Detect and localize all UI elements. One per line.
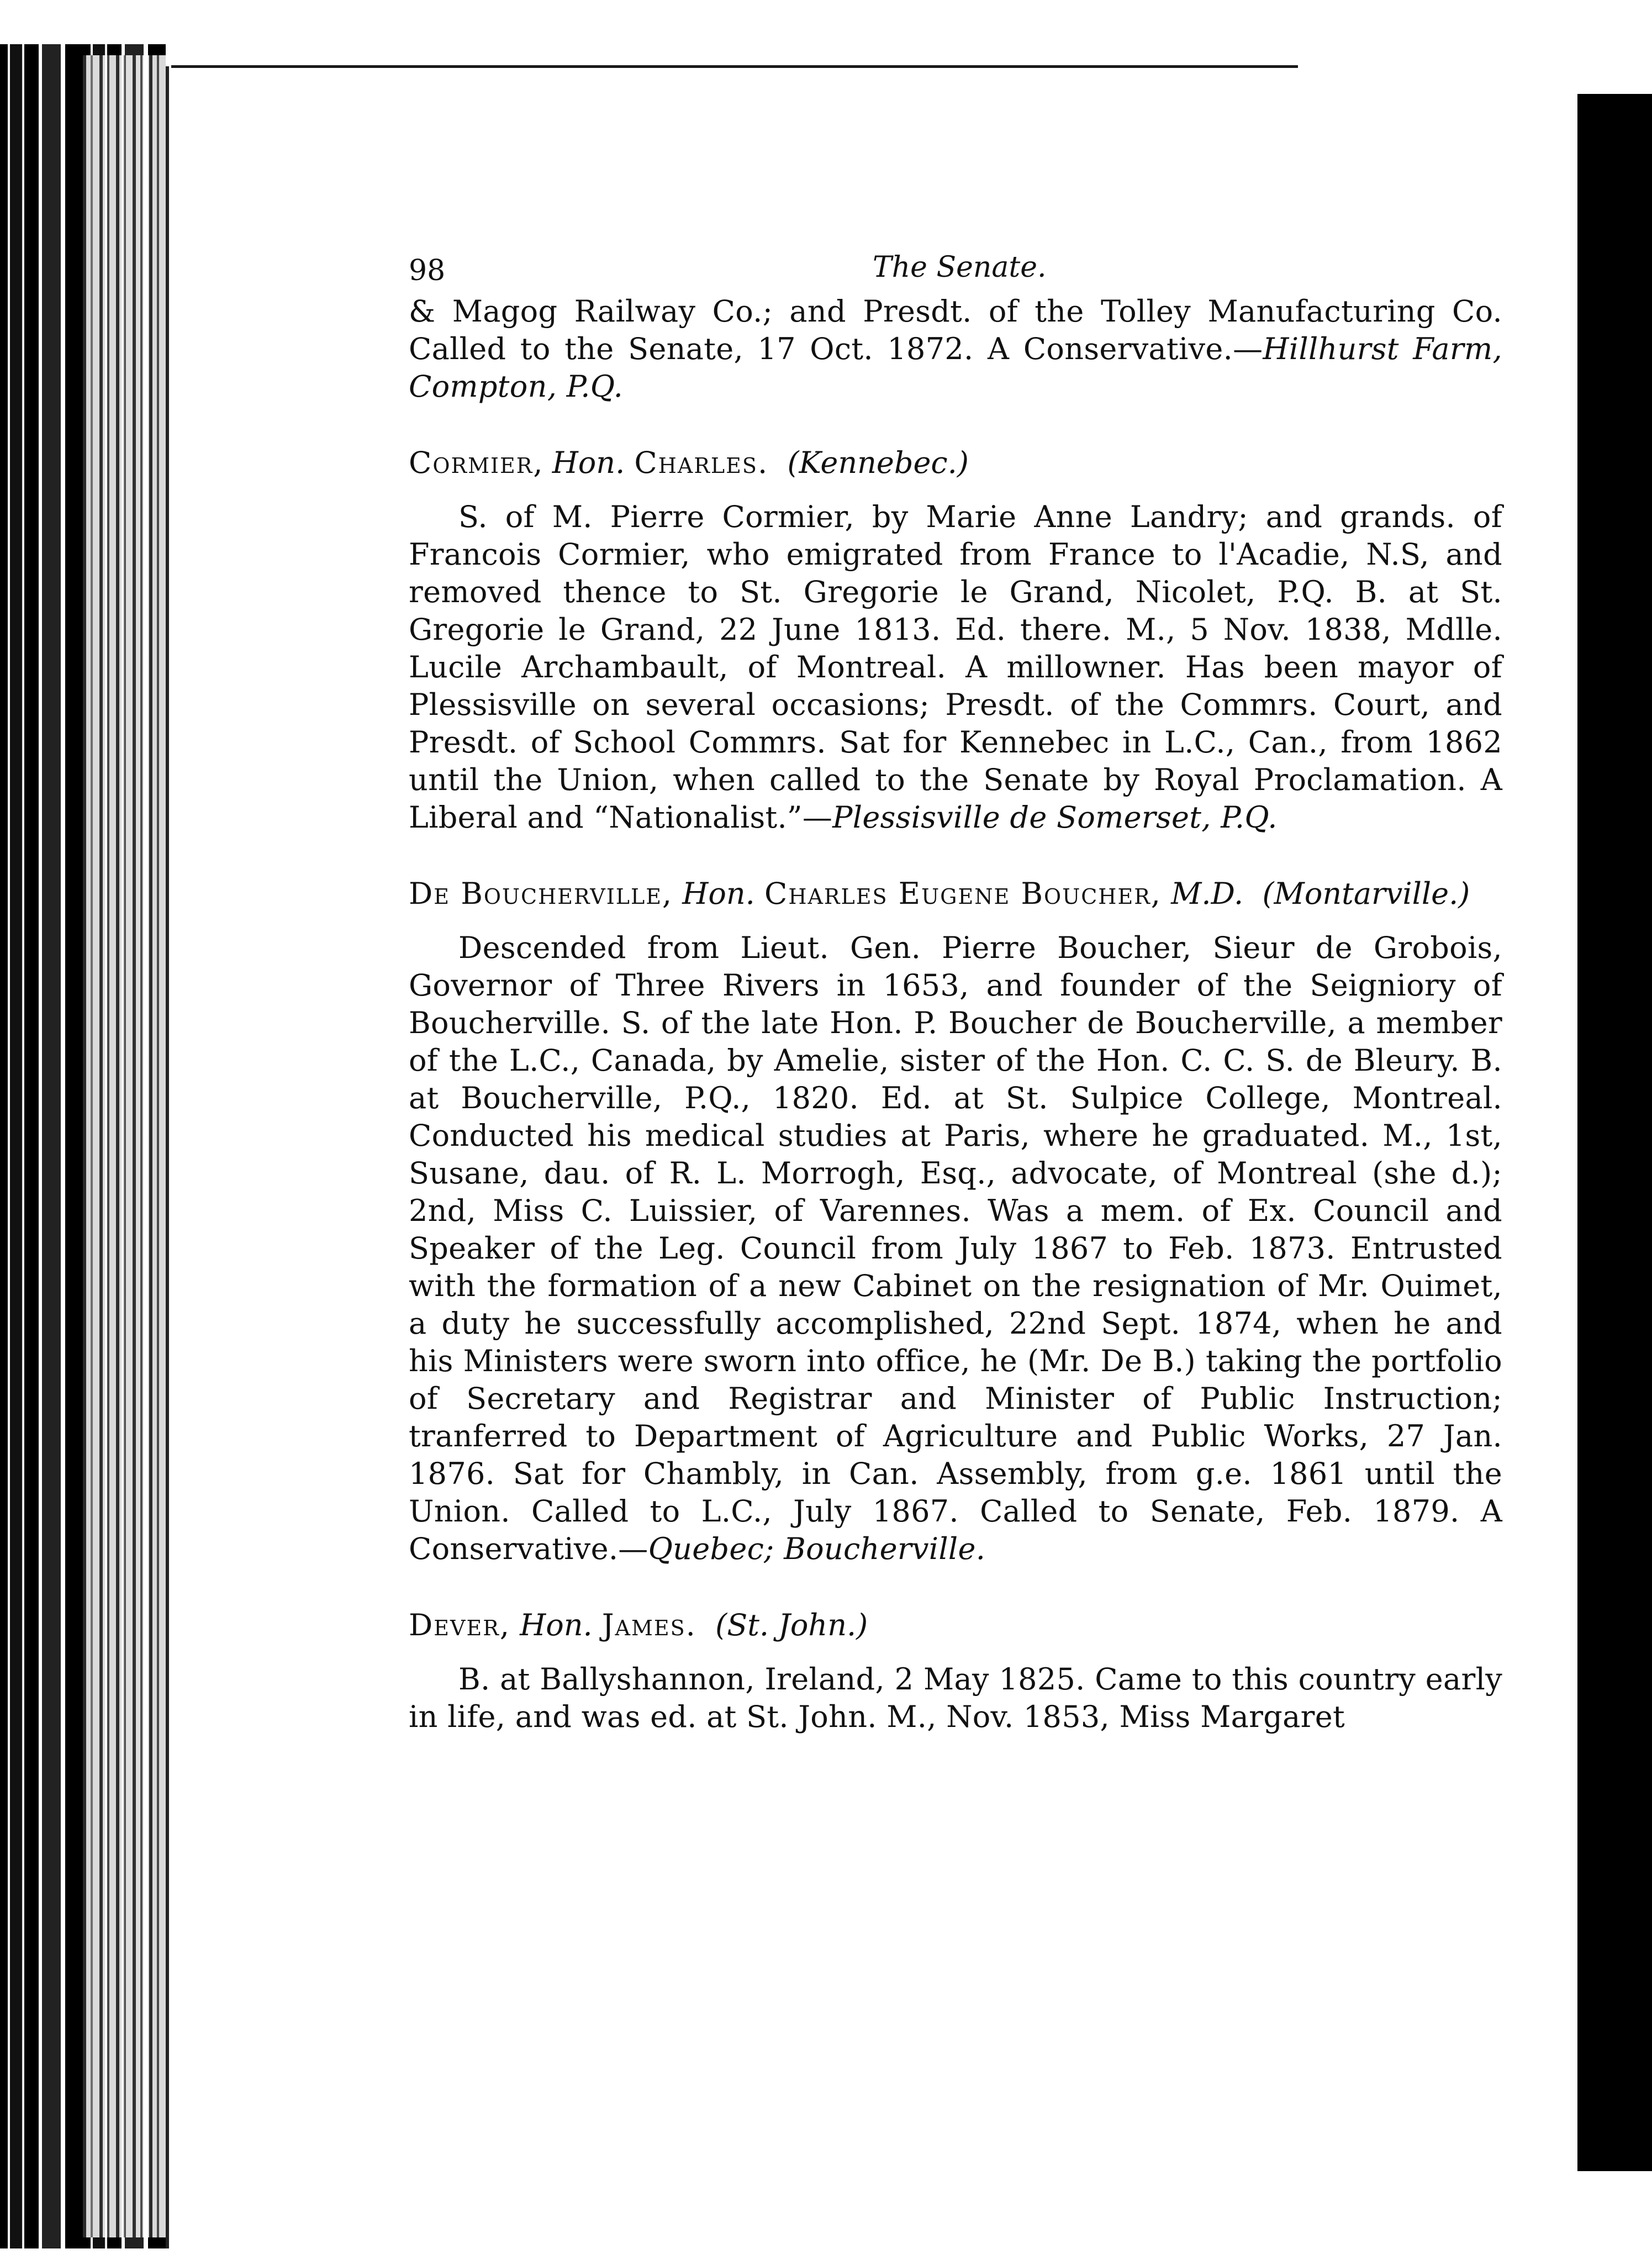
entry-heading-de-boucherville: [409, 875, 1502, 913]
entry-division: (Kennebec.): [787, 445, 969, 480]
entry-given-names: James.: [601, 1608, 696, 1642]
entry-honorific: Hon.: [682, 876, 755, 911]
entry-residence: Quebec; Boucherville.: [648, 1531, 986, 1566]
entry-body-cormier: [409, 498, 1502, 836]
entry-degree: M.D.: [1171, 876, 1244, 911]
entry-honorific: Hon.: [552, 445, 625, 480]
entry-honorific: Hon.: [520, 1608, 593, 1642]
entry-division: (Montarville.): [1262, 876, 1470, 911]
continued-entry: [409, 293, 1502, 405]
entry-body-dever: [409, 1661, 1502, 1736]
entry-residence: Plessisville de Somerset, P.Q.: [832, 800, 1278, 835]
entry-body-text: S. of M. Pierre Cormier, by Marie Anne Landry; and grands. of Francois Cormier, who emigrated from France to l'Acadie, N.S, and removed thence to St. Gregorie le Grand, Nicolet, P.Q. B. at St. Gregorie le Grand, 22 June 1813. Ed. there. M., 5 Nov. 1838, Mdlle. Lucile Archambault, of Montreal. A millowner. Has been mayor of Plessisville on several occasions; Presdt. of the Commrs. Court, and Presdt. of School Commrs. Sat for Kennebec in L.C., Can., from 1862 until the Union, when called to the Senate by Royal Proclamation. A Liberal and “Nationalist.”—: [409, 499, 1502, 835]
entry-surname: Dever,: [409, 1608, 510, 1642]
entry-body-text: Descended from Lieut. Gen. Pierre Boucher, Sieur de Grobois, Governor of Three Rivers in 1653, and founder of the Seigniory of Boucherville. S. of the late Hon. P. Boucher de Boucherville, a member of the L.C., Canada, by Amelie, sister of the Hon. C. C. S. de Bleury. B. at Boucherville, P.Q., 1820. Ed. at St. Sulpice College, Montreal. Conducted his medical studies at Paris, where he graduated. M., 1st, Susane, dau. of R. L. Morrogh, Esq., advocate, of Montreal (she d.); 2nd, Miss C. Luissier, of Varennes. Was a mem. of Ex. Council and Speaker of the Leg. Council from July 1867 to Feb. 1873. Entrusted with the formation of a new Cabinet on the resignation of Mr. Ouimet, a duty he successfully accomplished, 22nd Sept. 1874, when he and his Ministers were sworn into office, he (Mr. De B.) taking the portfolio of Secretary and Registrar and Minister of Public Instruction; tranferred to Department of Agriculture and Public Works, 27 Jan. 1876. Sat for Chambly, in Can. Assembly, from g.e. 1861 until the Union. Called to L.C., July 1867. Called to Senate, Feb. 1879. A Conservative.—: [409, 930, 1502, 1566]
book-page: [409, 238, 1502, 1736]
page-number: 98: [409, 254, 446, 287]
entry-division: (St. John.): [715, 1608, 868, 1642]
entry-body-de-boucherville: [409, 929, 1502, 1568]
entry-heading-cormier: Cormier, Hon. Charles. (Kennebec.): [409, 445, 969, 480]
entry-given-names: Charles.: [634, 445, 769, 480]
entry-surname: Cormier: [409, 445, 534, 480]
page-edge: [166, 66, 169, 2248]
running-head: [409, 238, 1502, 293]
page-top-edge: [171, 65, 1298, 68]
scan-binding-shadow: [83, 55, 166, 2237]
entry-body-text: B. at Ballyshannon, Ireland, 2 May 1825. Came to this country early in life, and was ed. at St. John. M., Nov. 1853, Miss Margaret: [409, 1662, 1502, 1734]
running-title: The Senate.: [873, 251, 1047, 284]
continued-entry-residence: Hillhurst Farm, Compton, P.Q.: [409, 331, 1502, 404]
continued-entry-text: & Magog Railway Co.; and Presdt. of the Tolley Manufacturing Co. Called to the Senate, 17 Oct. 1872. A Conservative.—: [409, 294, 1502, 366]
entry-given-names: Charles Eugene Boucher,: [764, 876, 1162, 911]
entry-heading-dever: [409, 1607, 1502, 1644]
entry-surname: De Boucherville,: [409, 876, 673, 911]
scan-binding-right: [1577, 94, 1652, 2171]
